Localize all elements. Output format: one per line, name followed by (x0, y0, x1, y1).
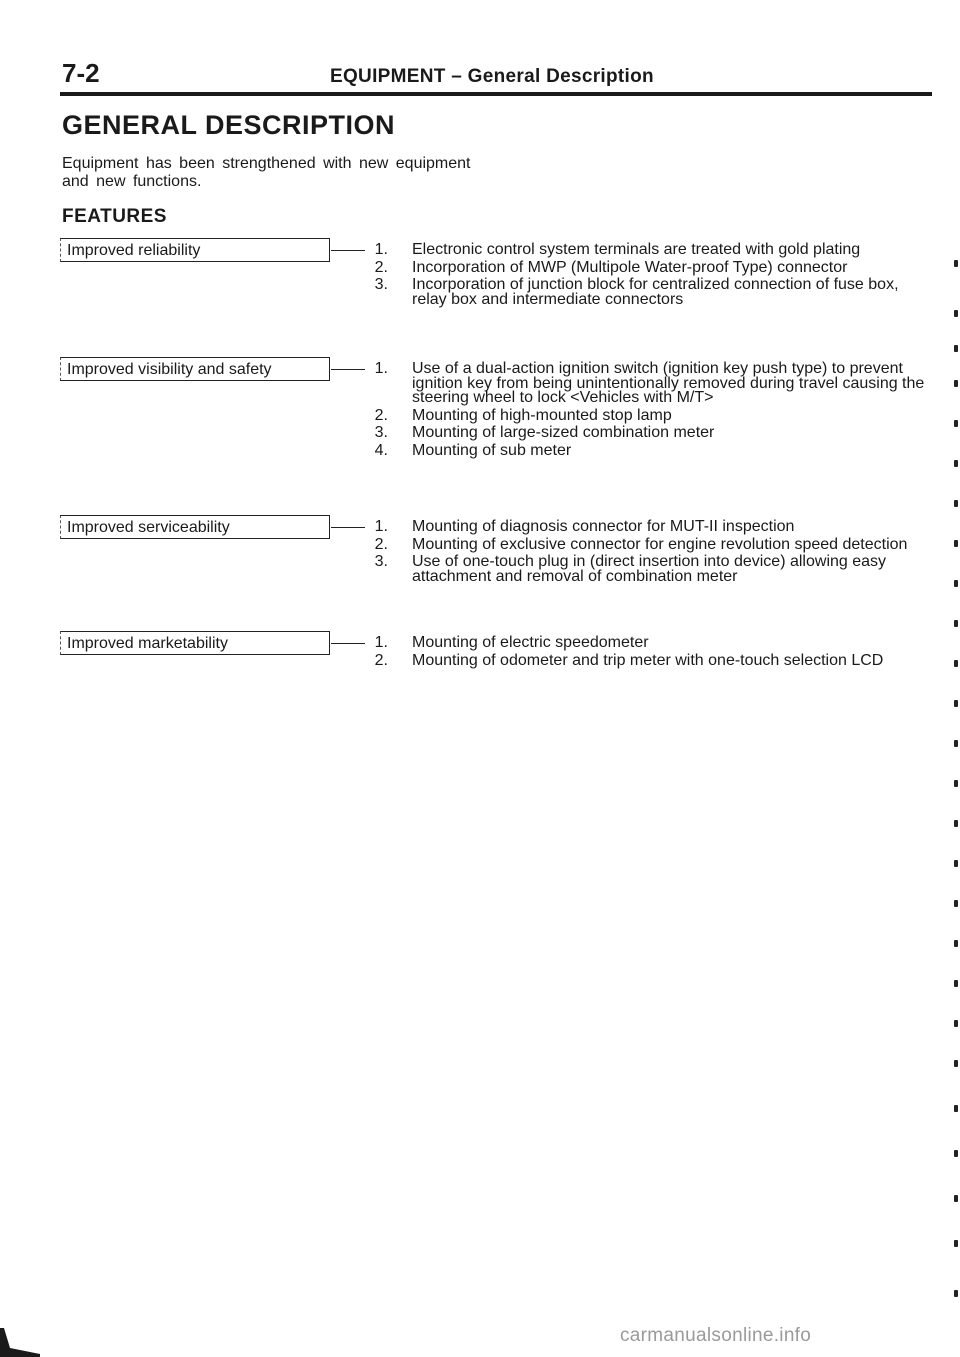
edge-mark (954, 420, 958, 427)
feature-list (368, 243, 928, 310)
features-heading: FEATURES (62, 206, 167, 227)
edge-mark (954, 345, 958, 352)
edge-mark (954, 1150, 958, 1157)
category-label: Improved reliability (60, 238, 330, 262)
scan-edge-marks (952, 260, 960, 1320)
edge-mark (954, 700, 958, 707)
list-item: 1. Mounting of electric speedometer (374, 634, 649, 651)
list-item: 2. Mounting of odometer and trip meter with one-touch selection LCD (374, 651, 884, 669)
list-item: 1. Mounting of diagnosis connector for MUT-II inspection (374, 518, 795, 535)
edge-mark (954, 540, 958, 547)
feature-list (368, 520, 928, 587)
list-item: 1. Electronic control system terminals are treated with gold plating (374, 241, 861, 258)
edge-mark (954, 980, 958, 987)
edge-mark (954, 740, 958, 747)
edge-mark (954, 780, 958, 787)
edge-mark (954, 260, 958, 267)
category-label: Improved serviceability (60, 515, 330, 539)
page-number: 7-2 (62, 58, 100, 88)
connector-line (331, 369, 365, 370)
list-item: 2. Mounting of high-mounted stop lamp (374, 406, 672, 424)
edge-mark (954, 380, 958, 387)
header-rule (60, 92, 932, 96)
edge-mark (954, 860, 958, 867)
list-item: 3. Incorporation of junction block for centralized connection of fuse box, relay box and intermediate connectors (374, 276, 899, 308)
list-item: 3. Mounting of large-sized combination meter (374, 424, 715, 441)
edge-mark (954, 1195, 958, 1202)
category-label: Improved visibility and safety (60, 357, 330, 381)
category-label: Improved marketability (60, 631, 330, 655)
edge-mark (954, 580, 958, 587)
list-item: 1. Use of a dual-action ignition switch (ignition key push type) to prevent ignition key from being unintentionally removed during travel causing the steering wheel to lock <Vehicles with M/T> (374, 360, 925, 406)
scan-corner-mark (0, 1328, 40, 1357)
intro-paragraph: Equipment has been strengthened with new equipment and new functions. (62, 155, 471, 190)
feature-list (368, 636, 928, 671)
edge-mark (954, 820, 958, 827)
list-item: 2. Mounting of exclusive connector for engine revolution speed detection (374, 535, 908, 553)
connector-line (331, 527, 365, 528)
edge-mark (954, 1290, 958, 1297)
running-header-title: EQUIPMENT – General Description (330, 66, 654, 87)
list-item: 4. Mounting of sub meter (374, 441, 572, 459)
page-title: GENERAL DESCRIPTION (62, 110, 396, 140)
watermark-text: carmanualsonline.info (620, 1325, 812, 1346)
edge-mark (954, 660, 958, 667)
edge-mark (954, 1105, 958, 1112)
edge-mark (954, 310, 958, 317)
feature-list (368, 362, 928, 461)
connector-line (331, 643, 365, 644)
list-item: 3. Use of one-touch plug in (direct insertion into device) allowing easy attachment and removal of combination meter (374, 553, 887, 585)
edge-mark (954, 940, 958, 947)
edge-mark (954, 1060, 958, 1067)
connector-line (331, 250, 365, 251)
edge-mark (954, 620, 958, 627)
edge-mark (954, 1020, 958, 1027)
edge-mark (954, 460, 958, 467)
edge-mark (954, 900, 958, 907)
edge-mark (954, 500, 958, 507)
list-item: 2. Incorporation of MWP (Multipole Water-proof Type) connector (374, 258, 848, 276)
edge-mark (954, 1240, 958, 1247)
